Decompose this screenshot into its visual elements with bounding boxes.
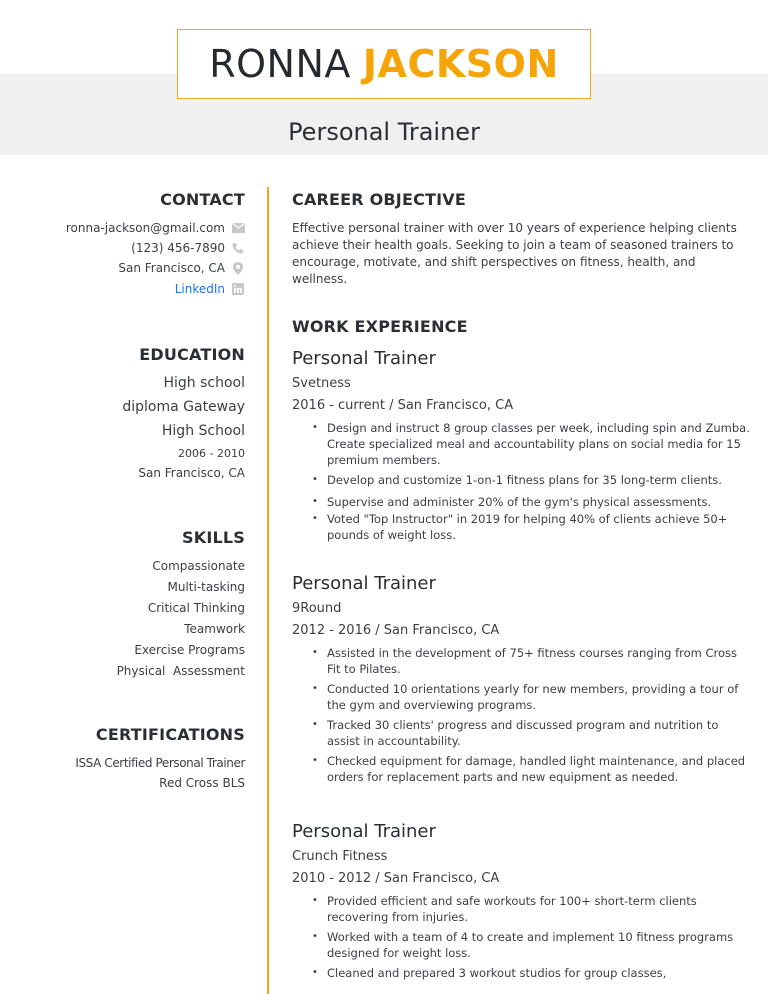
job-bullet: • Worked with a team of 4 to create and implement 10 fitness programs designed for weight loss. [292,929,752,961]
contact-phone [131,241,245,255]
job-bullet: • Checked equipment for damage, handled light maintenance, and placed orders for replacement parts and new equipment as needed. [292,753,752,785]
skills-heading: SKILLS [182,528,245,547]
job-entry [292,819,752,985]
job-period: 2010 - 2012 / San Francisco, CA [292,871,500,886]
objective-text: Effective personal trainer with over 10 years of experience helping clients achieve their health goals. Seeking to join a team of seasoned trainers to encourage, motivate, and shift perspectives on fitness, health, and wellness. [292,221,737,286]
job-bullet: • Conducted 10 orientations yearly for new members, providing a tour of the gym and overviewing programs. [292,681,752,713]
education-line: High School [161,423,245,439]
education-location: San Francisco, CA [138,466,245,480]
job-bullet: • Design and instruct 8 group classes per week, including spin and Zumba. Create specialized meal and accountability plans on social media for 15 premium members. [292,420,752,468]
email-text[interactable]: ronna-jackson@gmail.com [65,221,225,235]
job-period: 2016 - current / San Francisco, CA [292,398,514,413]
job-bullet: • Tracked 30 clients' progress and discussed program and nutrition to assist in accountability. [292,717,752,749]
contact-heading: CONTACT [160,190,245,209]
job-bullets [292,420,752,543]
linkedin-link[interactable]: LinkedIn [174,282,225,296]
skill-item: Multi-tasking [167,580,245,594]
job-entry [292,571,752,789]
contact-email [66,221,245,235]
job-title: Personal Trainer [292,348,436,369]
envelope-icon [231,221,245,235]
job-bullet: • Supervise and administer 20% of the gym's physical assessments. [292,494,752,510]
location-text: San Francisco, CA [118,261,225,275]
skill-item: Compassionate [152,559,245,573]
skill-item: Exercise Programs [134,643,245,657]
job-company: 9Round [292,601,342,616]
map-pin-icon [231,261,245,275]
education-years: 2006 - 2010 [178,447,245,460]
objective-heading: CAREER OBJECTIVE [292,190,466,209]
education-heading: EDUCATION [139,345,245,364]
job-entry [292,346,752,544]
phone-text[interactable]: (123) 456-7890 [131,241,225,255]
job-bullet: • Cleaned and prepared 3 workout studios for group classes, [292,965,752,981]
job-bullets [292,893,752,981]
job-title: Personal Trainer [288,118,480,146]
job-bullet: • Provided efficient and safe workouts for 100+ short-term clients recovering from injuries. [292,893,752,925]
job-title: Personal Trainer [292,573,436,594]
experience-heading: WORK EXPERIENCE [292,317,468,336]
skill-item: Teamwork [184,622,245,636]
last-name: JACKSON [362,42,559,86]
linkedin-icon[interactable] [231,282,245,296]
certification-item: Red Cross BLS [159,776,245,790]
education-line: High school [163,375,245,391]
job-period: 2012 - 2016 / San Francisco, CA [292,623,500,638]
job-bullet: • Develop and customize 1-on-1 fitness plans for 35 long-term clients. [292,472,752,488]
job-bullet: • Assisted in the development of 75+ fitness courses ranging from Cross Fit to Pilates. [292,645,752,677]
education-line: diploma Gateway [122,399,245,415]
name-box [177,29,591,99]
job-company: Crunch Fitness [292,849,388,864]
job-bullet: • Voted "Top Instructor" in 2019 for helping 40% of clients achieve 50+ pounds of weight loss. [292,511,752,543]
skill-item: Physical Assessment [116,664,245,678]
contact-linkedin[interactable] [175,282,245,296]
job-company: Svetness [292,376,351,391]
first-name: RONNA [209,42,351,86]
phone-icon [231,241,245,255]
certification-item: ISSA Certified Personal Trainer [75,756,245,770]
certifications-heading: CERTIFICATIONS [95,725,245,744]
job-title: Personal Trainer [292,821,436,842]
job-bullets [292,645,752,785]
column-divider [267,187,269,994]
contact-location [118,261,245,275]
skill-item: Critical Thinking [147,601,245,615]
